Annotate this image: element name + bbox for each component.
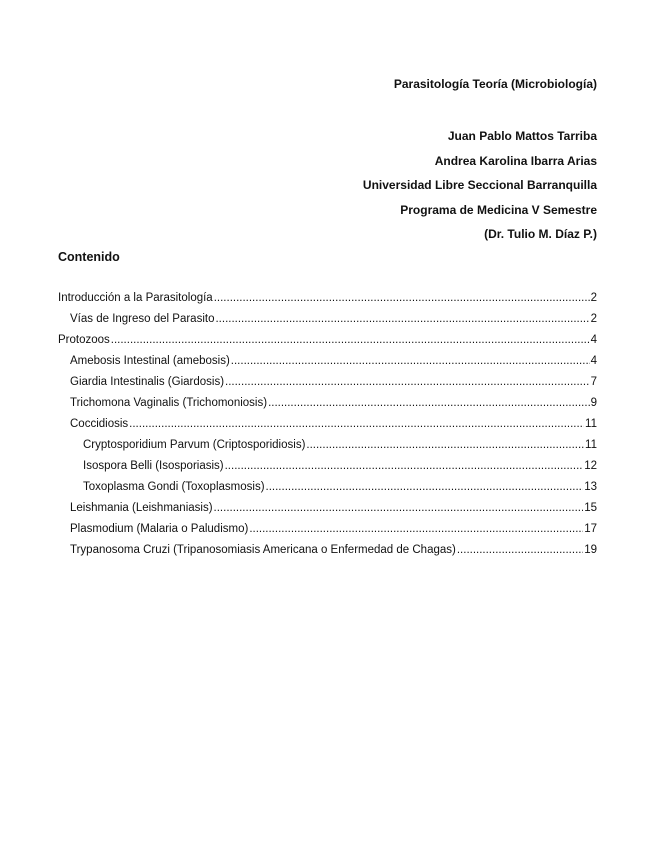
toc-entry-label[interactable]: Vías de Ingreso del Parasito [70,313,215,325]
toc-entry-label[interactable]: Coccidiosis [70,418,129,430]
toc-entry[interactable] [58,353,597,374]
toc-entry-page-number[interactable]: 12 [584,460,597,472]
toc-entry-label[interactable]: Introducción a la Parasitología [58,292,213,304]
toc-dot-leader [225,374,590,390]
professor-name: (Dr. Tulio M. Díaz P.) [484,227,597,241]
university-name: Universidad Libre Seccional Barranquilla [362,178,597,192]
toc-dot-leader [306,437,584,453]
toc-entry-page-number[interactable]: 2 [590,292,597,304]
toc-entry-page-number[interactable]: 17 [584,523,597,535]
toc-entry-page-number[interactable]: 9 [590,397,597,409]
toc-entry-page-number[interactable]: 19 [584,544,597,556]
toc-entry-label[interactable]: Leishmania (Leishmaniasis) [70,502,213,514]
toc-entry-label[interactable]: Isospora Belli (Isosporiasis) [83,460,224,472]
toc-entry-label[interactable]: Trypanosoma Cruzi (Tripanosomiasis Americana o Enfermedad de Chagas) [70,544,456,556]
toc-entry-label[interactable]: Trichomona Vaginalis (Trichomoniosis) [70,397,268,409]
toc-entry[interactable] [58,437,597,458]
toc-dot-leader [111,332,590,348]
toc-dot-leader [214,500,584,516]
toc-entry[interactable] [58,395,597,416]
toc-entry[interactable] [58,542,597,563]
toc-dot-leader [266,479,584,495]
toc-entry[interactable] [58,479,597,500]
toc-entry[interactable] [58,332,597,353]
toc-entry-page-number[interactable]: 11 [585,418,597,430]
toc-entry-page-number[interactable]: 11 [585,439,597,451]
table-of-contents [58,290,597,563]
toc-entry-page-number[interactable]: 13 [584,481,597,493]
toc-heading: Contenido [58,250,120,264]
toc-dot-leader [231,353,590,369]
toc-entry-page-number[interactable]: 4 [590,355,597,367]
program-name: Programa de Medicina V Semestre [400,202,597,217]
toc-dot-leader [457,542,583,558]
toc-entry-label[interactable]: Giardia Intestinalis (Giardosis) [70,376,225,388]
document-title: Parasitología Teoría (Microbiología) [393,77,597,91]
toc-entry-label[interactable]: Cryptosporidium Parvum (Criptosporidiosis) [83,439,306,451]
toc-entry-label[interactable]: Amebosis Intestinal (amebosis) [70,355,230,367]
author-name-1: Juan Pablo Mattos Tarriba [447,129,597,143]
toc-entry-label[interactable]: Protozoos [58,334,110,346]
toc-dot-leader [225,458,584,474]
toc-dot-leader [268,395,590,411]
toc-dot-leader [129,416,584,432]
document-header [363,76,597,247]
toc-entry[interactable] [58,521,597,542]
toc-entry-page-number[interactable]: 7 [590,376,597,388]
toc-entry[interactable] [58,416,597,437]
author-name-2: Andrea Karolina Ibarra Arias [434,153,597,168]
toc-dot-leader [214,290,590,306]
toc-entry[interactable] [58,458,597,479]
toc-entry-label[interactable]: Toxoplasma Gondi (Toxoplasmosis) [83,481,265,493]
toc-entry[interactable] [58,374,597,395]
toc-entry[interactable] [58,290,597,311]
toc-entry[interactable] [58,500,597,521]
toc-entry-page-number[interactable]: 4 [590,334,597,346]
toc-entry-label[interactable]: Plasmodium (Malaria o Paludismo) [70,523,249,535]
toc-entry-page-number[interactable]: 2 [590,313,597,325]
toc-entry-page-number[interactable]: 15 [584,502,597,514]
toc-dot-leader [215,311,589,327]
toc-entry[interactable] [58,311,597,332]
toc-dot-leader [249,521,583,537]
